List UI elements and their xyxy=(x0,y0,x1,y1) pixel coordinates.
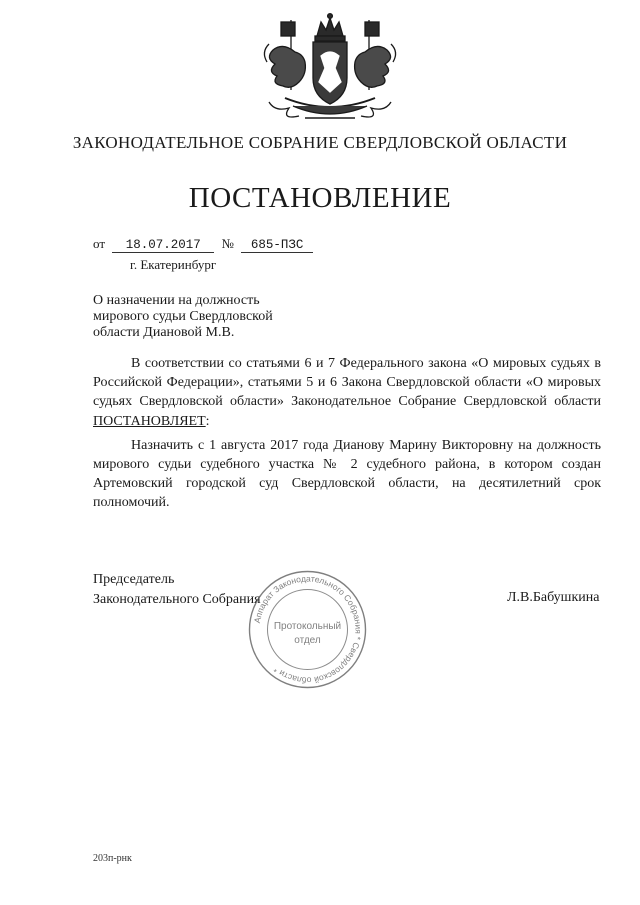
city-line: г. Екатеринбург xyxy=(130,257,217,272)
stamp-ring-text: Аппарат Законодательного Собрания * Свердловской области * xyxy=(251,573,364,686)
number-prefix: № xyxy=(221,236,234,251)
organization-name: ЗАКОНОДАТЕЛЬНОЕ СОБРАНИЕ СВЕРДЛОВСКОЙ ОБЛАСТИ xyxy=(72,133,568,152)
stamp-center-line-1: Протокольный xyxy=(273,621,342,632)
date-prefix: от xyxy=(93,236,106,251)
body-paragraph-1: В соответствии со статьями 6 и 7 Федерального закона «О мировых судьях в Российской Федерации», статьями 5 и 6 Закона Свердловской области «О мировых судьях Свердловской области» Законодательное Собрание Свердловской области ПОСТАНОВЛЯЕТ: xyxy=(93,356,601,429)
subject-line: мирового судьи Свердловской xyxy=(93,309,273,324)
document-type-title: ПОСТАНОВЛЕНИЕ xyxy=(188,182,452,214)
document-meta-line xyxy=(93,236,313,253)
body-paragraph-2: Назначить с 1 августа 2017 года Дианову Марину Викторовну на должность мирового судьи судебного участка № 2 судебного района, в котором создан Артемовский городской суд Свердловской области, на десятилетний срок полномочий. xyxy=(93,437,601,511)
subject-line: области Диановой М.В. xyxy=(93,325,235,340)
stamp-center-line-2: отдел xyxy=(294,635,321,646)
document-date: 18.07.2017 xyxy=(112,239,214,253)
signatory-name: Л.В.Бабушкина xyxy=(507,590,600,605)
signatory-title: Председатель Законодательного Собрания xyxy=(93,572,261,607)
coat-of-arms-emblem xyxy=(255,12,405,130)
subject-line: О назначении на должность xyxy=(93,293,260,308)
document-subject xyxy=(93,293,273,341)
footer-code: 203п-рнк xyxy=(93,853,132,864)
official-stamp xyxy=(245,567,370,692)
document-body xyxy=(93,354,601,518)
document-number: 685-ПЗС xyxy=(241,239,313,253)
resolution-keyword: ПОСТАНОВЛЯЕТ xyxy=(93,413,206,429)
